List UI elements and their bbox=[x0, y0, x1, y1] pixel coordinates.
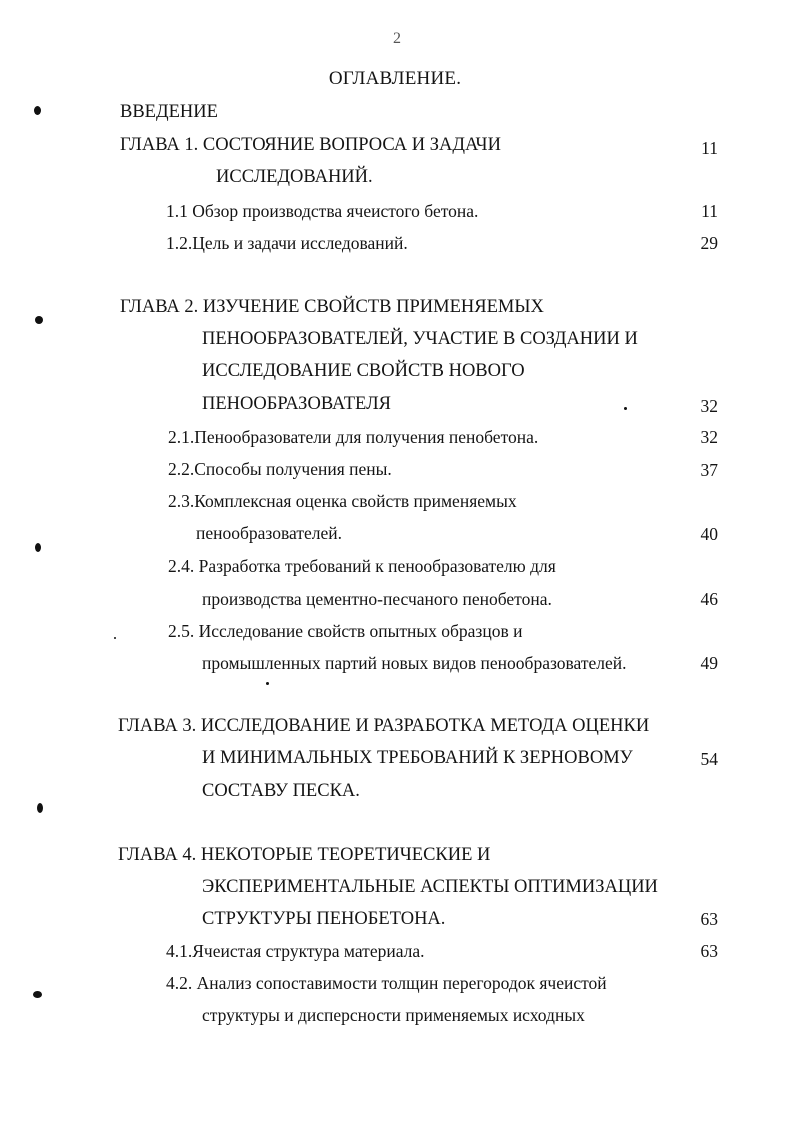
scan-speck bbox=[35, 316, 43, 324]
toc-chapter-1-page: 11 bbox=[701, 138, 718, 158]
toc-section-2-2-page: 37 bbox=[700, 460, 718, 480]
toc-chapter-3-line-2: И МИНИМАЛЬНЫХ ТРЕБОВАНИЙ К ЗЕРНОВОМУ bbox=[202, 748, 633, 768]
scan-speck bbox=[37, 803, 43, 813]
toc-chapter-2-line-1: ГЛАВА 2. ИЗУЧЕНИЕ СВОЙСТВ ПРИМЕНЯЕМЫХ bbox=[120, 297, 544, 317]
toc-section-2-4-line-1: 2.4. Разработка требований к пенообразователю для bbox=[168, 556, 556, 576]
toc-section-2-3-page: 40 bbox=[700, 524, 718, 544]
toc-title: ОГЛАВЛЕНИЕ. bbox=[328, 68, 462, 89]
toc-chapter-2-page: 32 bbox=[700, 396, 718, 416]
scan-speck bbox=[34, 106, 41, 115]
toc-section-2-5-page: 49 bbox=[700, 653, 718, 673]
toc-section-1-1-page: 11 bbox=[701, 201, 718, 221]
toc-chapter-2-line-3: ИССЛЕДОВАНИЕ СВОЙСТВ НОВОГО bbox=[202, 361, 525, 381]
toc-section-1-1: 1.1 Обзор производства ячеистого бетона. bbox=[166, 201, 479, 221]
page-number: 2 bbox=[393, 30, 401, 47]
toc-section-2-4-line-2: производства цементно-песчаного пенобетона. bbox=[202, 589, 552, 609]
toc-section-2-4-page: 46 bbox=[700, 589, 718, 609]
scan-speck bbox=[114, 637, 116, 639]
toc-chapter-1-line-2: ИССЛЕДОВАНИЙ. bbox=[216, 167, 373, 187]
scan-speck bbox=[624, 407, 627, 410]
toc-chapter-2-line-2: ПЕНООБРАЗОВАТЕЛЕЙ, УЧАСТИЕ В СОЗДАНИИ И bbox=[202, 329, 638, 349]
toc-section-2-3-line-1: 2.3.Комплексная оценка свойств применяемых bbox=[168, 491, 517, 511]
toc-section-4-2-line-2: структуры и дисперсности применяемых исходных bbox=[202, 1005, 585, 1025]
scan-speck bbox=[33, 991, 42, 998]
toc-chapter-4-page: 63 bbox=[700, 909, 718, 929]
toc-section-1-2-page: 29 bbox=[700, 233, 718, 253]
toc-section-1-2: 1.2.Цель и задачи исследований. bbox=[166, 233, 408, 253]
toc-chapter-4-line-1: ГЛАВА 4. НЕКОТОРЫЕ ТЕОРЕТИЧЕСКИЕ И bbox=[118, 845, 491, 865]
toc-chapter-3-line-3: СОСТАВУ ПЕСКА. bbox=[202, 781, 360, 801]
scan-speck bbox=[266, 682, 269, 685]
toc-chapter-4-line-3: СТРУКТУРЫ ПЕНОБЕТОНА. bbox=[202, 909, 446, 929]
toc-section-2-3-line-2: пенообразователей. bbox=[196, 523, 342, 543]
scan-speck bbox=[35, 543, 41, 552]
toc-section-2-2: 2.2.Способы получения пены. bbox=[168, 459, 392, 479]
toc-section-4-2-line-1: 4.2. Анализ сопоставимости толщин перегородок ячеистой bbox=[166, 973, 607, 993]
toc-chapter-4-line-2: ЭКСПЕРИМЕНТАЛЬНЫЕ АСПЕКТЫ ОПТИМИЗАЦИИ bbox=[202, 877, 658, 897]
toc-section-2-5-line-1: 2.5. Исследование свойств опытных образцов и bbox=[168, 621, 523, 641]
toc-chapter-3-line-1: ГЛАВА 3. ИССЛЕДОВАНИЕ И РАЗРАБОТКА МЕТОДА ОЦЕНКИ bbox=[118, 716, 650, 736]
toc-intro: ВВЕДЕНИЕ bbox=[120, 102, 218, 122]
toc-section-2-1-page: 32 bbox=[700, 427, 718, 447]
toc-section-2-1: 2.1.Пенообразователи для получения пенобетона. bbox=[168, 427, 539, 447]
toc-chapter-1-line-1: ГЛАВА 1. СОСТОЯНИЕ ВОПРОСА И ЗАДАЧИ bbox=[120, 135, 501, 155]
toc-section-4-1-page: 63 bbox=[700, 941, 718, 961]
toc-chapter-3-page: 54 bbox=[700, 749, 718, 769]
toc-section-2-5-line-2: промышленных партий новых видов пенообразователей. bbox=[202, 653, 627, 673]
toc-section-4-1: 4.1.Ячеистая структура материала. bbox=[166, 941, 425, 961]
toc-chapter-2-line-4: ПЕНООБРАЗОВАТЕЛЯ bbox=[202, 394, 391, 414]
